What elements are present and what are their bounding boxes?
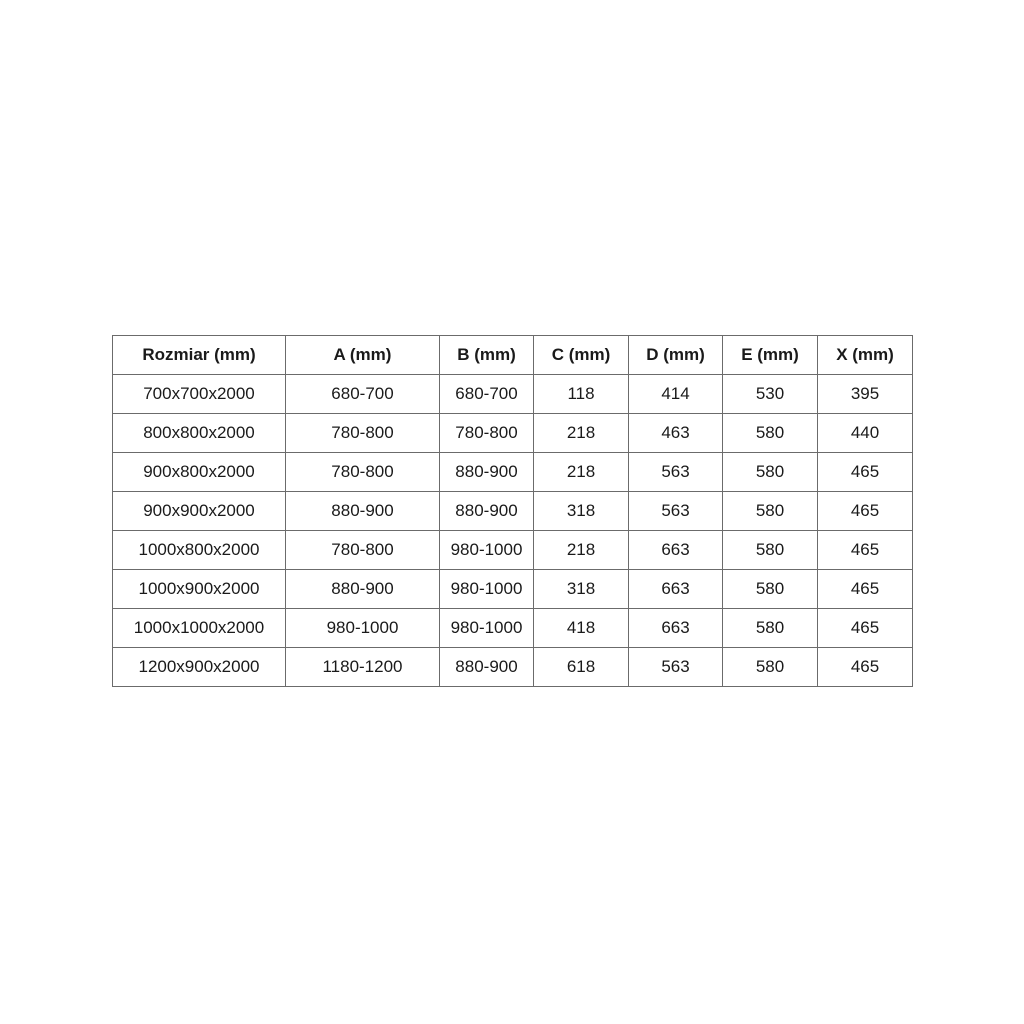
cell-c: 318 [534, 492, 629, 531]
cell-c: 218 [534, 414, 629, 453]
table-header-row [113, 336, 913, 375]
cell-x: 465 [818, 531, 913, 570]
cell-d: 463 [629, 414, 723, 453]
cell-x: 465 [818, 453, 913, 492]
header-a: A (mm) [286, 336, 440, 375]
cell-d: 563 [629, 453, 723, 492]
table-row [113, 648, 913, 687]
cell-e: 580 [723, 648, 818, 687]
cell-b: 680-700 [440, 375, 534, 414]
cell-a: 1180-1200 [286, 648, 440, 687]
cell-a: 780-800 [286, 414, 440, 453]
table-row [113, 375, 913, 414]
cell-c: 618 [534, 648, 629, 687]
cell-a: 880-900 [286, 492, 440, 531]
cell-c: 418 [534, 609, 629, 648]
cell-e: 530 [723, 375, 818, 414]
table-row [113, 453, 913, 492]
cell-rozmiar: 1000x1000x2000 [113, 609, 286, 648]
cell-d: 663 [629, 609, 723, 648]
header-c: C (mm) [534, 336, 629, 375]
cell-rozmiar: 800x800x2000 [113, 414, 286, 453]
cell-x: 465 [818, 648, 913, 687]
cell-e: 580 [723, 609, 818, 648]
cell-b: 880-900 [440, 453, 534, 492]
cell-d: 663 [629, 531, 723, 570]
cell-x: 465 [818, 609, 913, 648]
cell-x: 395 [818, 375, 913, 414]
cell-c: 318 [534, 570, 629, 609]
cell-c: 218 [534, 453, 629, 492]
table-row [113, 414, 913, 453]
cell-b: 880-900 [440, 648, 534, 687]
cell-b: 980-1000 [440, 609, 534, 648]
cell-d: 414 [629, 375, 723, 414]
cell-x: 465 [818, 570, 913, 609]
cell-b: 980-1000 [440, 531, 534, 570]
cell-e: 580 [723, 570, 818, 609]
table-row [113, 492, 913, 531]
cell-b: 980-1000 [440, 570, 534, 609]
cell-b: 780-800 [440, 414, 534, 453]
dimensions-table [112, 335, 913, 687]
cell-rozmiar: 900x900x2000 [113, 492, 286, 531]
header-b: B (mm) [440, 336, 534, 375]
cell-rozmiar: 1000x800x2000 [113, 531, 286, 570]
cell-rozmiar: 1000x900x2000 [113, 570, 286, 609]
header-d: D (mm) [629, 336, 723, 375]
table-row [113, 570, 913, 609]
cell-x: 440 [818, 414, 913, 453]
table-row [113, 531, 913, 570]
header-e: E (mm) [723, 336, 818, 375]
cell-e: 580 [723, 453, 818, 492]
cell-a: 880-900 [286, 570, 440, 609]
cell-a: 980-1000 [286, 609, 440, 648]
cell-a: 780-800 [286, 531, 440, 570]
cell-a: 780-800 [286, 453, 440, 492]
cell-e: 580 [723, 492, 818, 531]
table-row [113, 609, 913, 648]
header-x: X (mm) [818, 336, 913, 375]
cell-b: 880-900 [440, 492, 534, 531]
cell-c: 118 [534, 375, 629, 414]
cell-d: 563 [629, 492, 723, 531]
header-rozmiar: Rozmiar (mm) [113, 336, 286, 375]
cell-d: 563 [629, 648, 723, 687]
cell-a: 680-700 [286, 375, 440, 414]
cell-d: 663 [629, 570, 723, 609]
cell-e: 580 [723, 531, 818, 570]
cell-x: 465 [818, 492, 913, 531]
cell-rozmiar: 900x800x2000 [113, 453, 286, 492]
cell-rozmiar: 1200x900x2000 [113, 648, 286, 687]
cell-c: 218 [534, 531, 629, 570]
cell-e: 580 [723, 414, 818, 453]
cell-rozmiar: 700x700x2000 [113, 375, 286, 414]
